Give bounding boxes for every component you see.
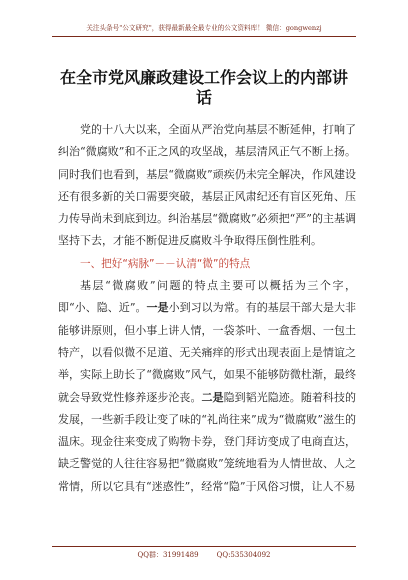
section-paragraph (58, 275, 356, 498)
emphasis-marker: 二是 (201, 390, 224, 404)
intro-paragraph: 党的十八大以来，全面从严治党向基层不断延伸，打响了纠治“微腐败”和不正之风的攻坚战，基层清风正气不断上扬。同时我们也看到，基层“微腐败”顽疾仍未完全解决，作风建设还有很多新的关口需要突破，基层正风肃纪还有盲区死角、压力传导尚未到底到边。纠治基层“微腐败”必须把“严”的主基调坚持下去，才能不断促进反腐败斗争取得压倒性胜利。 (58, 123, 356, 248)
paragraph-text: 小到习以为常。有的基层干部大是大非能够讲原则，但小事上讲人情，一袋茶叶、一盒香烟、一包土特产，以看似微不足道、无关痛痒的形式出现表面上是情谊之举，实际上助长了“微腐败”风气，如果不能够防微杜渐，最终就会导致党性修养逐步沦丧。 (58, 301, 357, 404)
paragraph-text: 隐到韬光隐迹。随着科技的发展，一些新手段让变了味的“礼尚往来”成为“微腐败”滋生的温床。现金往来变成了购物卡券，登门拜访变成了电商直达，缺乏警觉的人往往容易把“微腐败”笼统地看为人情世故、人之常情，所以它具有“迷惑性”，经常“隐”于风俗习惯，让人不易 (58, 390, 357, 493)
header-divider (52, 36, 356, 37)
footer-divider (52, 546, 356, 547)
paragraph-text: 基层“微腐败”问题的特点主要可以概括为三个字，即“小、隐、近”。 (58, 279, 356, 315)
section-heading: 一、把好“病脉”－－认清“微”的特点 (80, 257, 251, 270)
document-title: 在全市党风廉政建设工作会议上的内部讲话 (60, 68, 349, 107)
footer-qq: QQ:535304092 (216, 551, 271, 559)
footer (52, 548, 356, 562)
emphasis-marker: 一是 (146, 301, 169, 315)
document-body (58, 119, 356, 498)
header-banner: 关注头条号"公文研究"，获得最新最全最专业的公文资料库！ 微信：gongwenzj (86, 24, 322, 32)
footer-qq-group: QQ群：31991489 (137, 551, 199, 559)
